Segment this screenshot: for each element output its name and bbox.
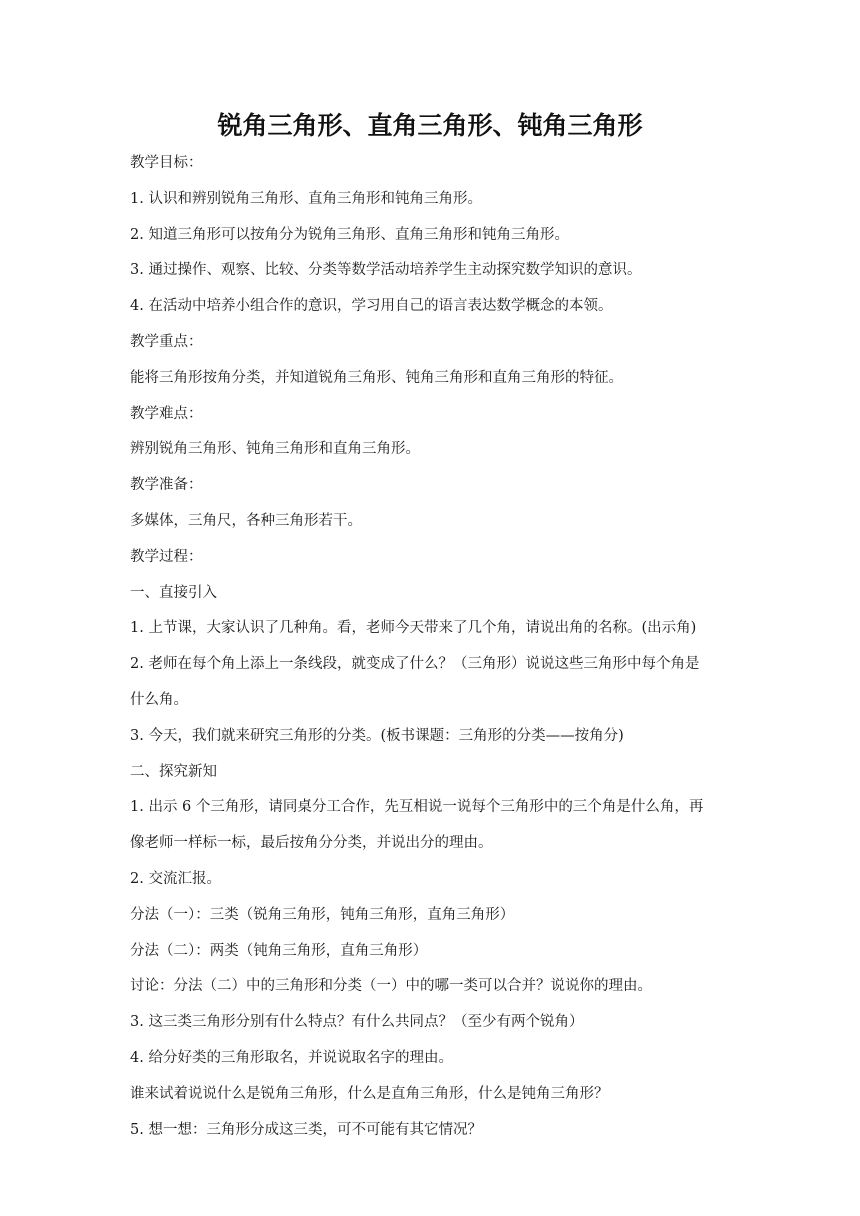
paragraph-line: 4. 给分好类的三角形取名，并说说取名字的理由。 (130, 1049, 453, 1066)
objective-item: 3. 通过操作、观察、比较、分类等数学活动培养学生主动探究数学知识的意识。 (130, 262, 642, 279)
paragraph-line: 多媒体，三角尺，各种三角形若干。 (130, 512, 362, 529)
section-heading-preparation: 教学准备： (130, 477, 203, 494)
document-body (130, 152, 734, 1154)
subsection-heading: 一、直接引入 (130, 584, 217, 601)
paragraph-line: 辨别锐角三角形、钝角三角形和直角三角形。 (130, 441, 420, 458)
paragraph-line: 能将三角形按角分类，并知道锐角三角形、钝角三角形和直角三角形的特征。 (130, 369, 623, 386)
paragraph-line: 1. 出示 6 个三角形，请同桌分工合作，先互相说一说每个三角形中的三个角是什么角，再 (130, 799, 704, 816)
paragraph-line: 谁来试着说说什么是锐角三角形，什么是直角三角形，什么是钝角三角形？ (130, 1085, 609, 1102)
section-heading-objectives: 教学目标： (130, 155, 203, 171)
section-heading-difficulties: 教学难点： (130, 405, 203, 422)
paragraph-line: 分法（二）：两类（钝角三角形，直角三角形） (130, 942, 428, 959)
paragraph-line: 分法（一）：三类（锐角三角形，钝角三角形，直角三角形） (130, 906, 515, 923)
objective-item: 4. 在活动中培养小组合作的意识，学习用自己的语言表达数学概念的本领。 (130, 298, 613, 315)
paragraph-line: 像老师一样标一标，最后按角分分类，并说出分的理由。 (130, 835, 493, 852)
paragraph-line: 5. 想一想：三角形分成这三类，可不可能有其它情况？ (130, 1121, 482, 1138)
paragraph-line: 3. 这三类三角形分别有什么特点？有什么共同点？（至少有两个锐角） (130, 1014, 584, 1031)
section-heading-key-points: 教学重点： (130, 333, 203, 350)
paragraph-line: 1. 上节课，大家认识了几种角。看，老师今天带来了几个角，请说出角的名称。(出示角) (130, 620, 697, 637)
objective-item: 2. 知道三角形可以按角分为锐角三角形、直角三角形和钝角三角形。 (130, 226, 569, 243)
paragraph-line: 什么角。 (130, 691, 188, 708)
document-title: 锐角三角形、直角三角形、钝角三角形 (217, 111, 643, 140)
paragraph-line: 2. 交流汇报。 (130, 870, 221, 887)
objective-item: 1. 认识和辨别锐角三角形、直角三角形和钝角三角形。 (130, 190, 482, 207)
section-heading-process: 教学过程： (130, 548, 203, 565)
paragraph-line: 讨论：分法（二）中的三角形和分类（一）中的哪一类可以合并？说说你的理由。 (130, 978, 652, 995)
paragraph-line: 2. 老师在每个角上添上一条线段，就变成了什么？（三角形）说说这些三角形中每个角是 (130, 656, 700, 673)
subsection-heading: 二、探究新知 (130, 763, 217, 780)
paragraph-line: 3. 今天，我们就来研究三角形的分类。(板书课题：三角形的分类——按角分) (130, 727, 624, 744)
